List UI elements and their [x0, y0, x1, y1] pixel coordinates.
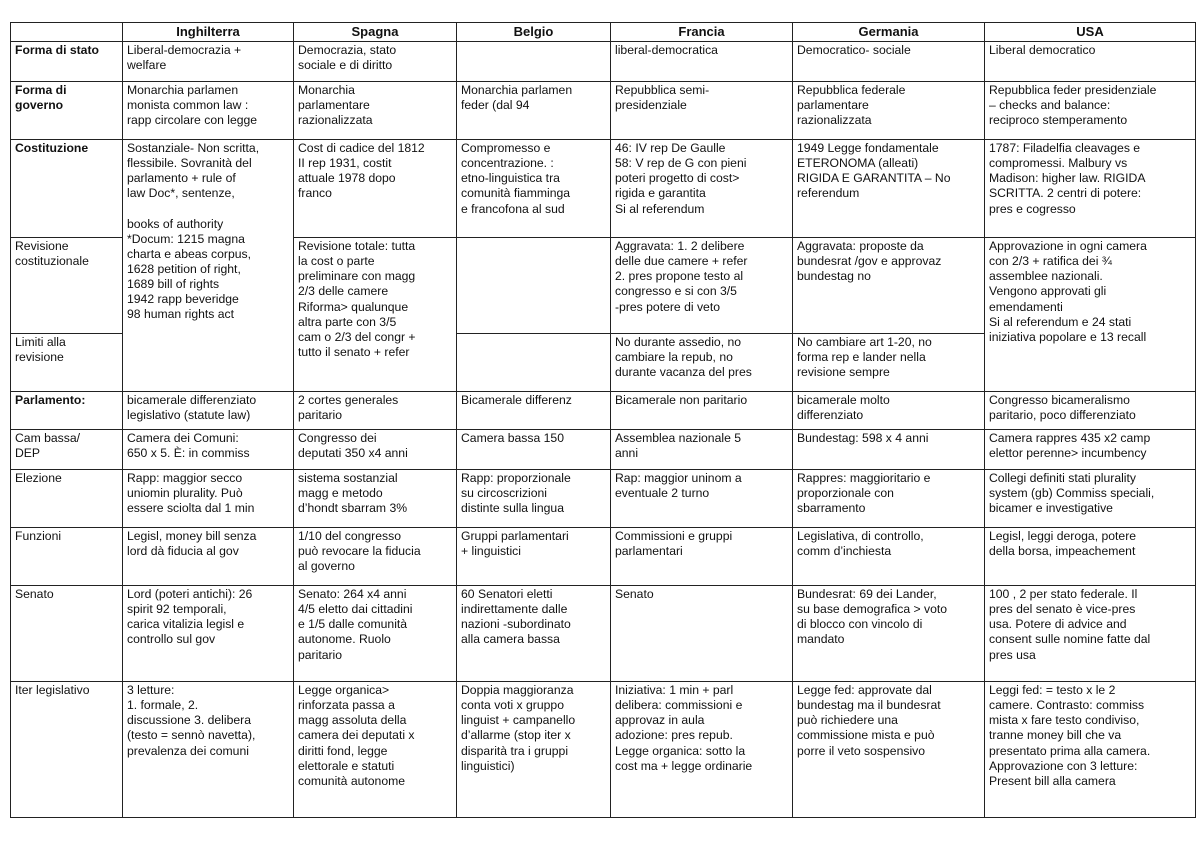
row-elezione: [11, 470, 1196, 528]
cell-francia: Repubblica semi- presidenziale: [611, 82, 793, 140]
cell-belgio: Compromesso e concentrazione. : etno-linguistica tra comunità fiamminga e francofona al sud: [457, 140, 611, 238]
cell-inghilterra: Camera dei Comuni: 650 x 5. È: in commiss: [123, 430, 294, 470]
cell-belgio: 60 Senatori eletti indirettamente dalle nazioni -subordinato alla camera bassa: [457, 586, 611, 682]
cell-francia: 46: IV rep De Gaulle 58: V rep de G con pieni poteri progetto di cost> rigida e garantita Si al referendum: [611, 140, 793, 238]
cell-belgio: [457, 238, 611, 334]
cell-germania: Bundesrat: 69 dei Lander, su base demografica > voto di blocco con vincolo di mandato: [793, 586, 985, 682]
cell-spagna: 2 cortes generales paritario: [294, 392, 457, 430]
cell-spagna: Legge organica> rinforzata passa a magg assoluta della camera dei deputati x diritti fond, legge elettorale e statuti comunità autonome: [294, 682, 457, 818]
row-label: Limiti alla revisione: [11, 334, 123, 392]
header-usa: USA: [985, 23, 1196, 42]
cell-usa: 1787: Filadelfia cleavages e compromessi. Malbury vs Madison: higher law. RIGIDA SCRITTA. 2 centri di potere: pres e cogresso: [985, 140, 1196, 238]
row-label: Iter legislativo: [11, 682, 123, 818]
header-spagna: Spagna: [294, 23, 457, 42]
cell-germania: Repubblica federale parlamentare razionalizzata: [793, 82, 985, 140]
cell-spagna: Congresso dei deputati 350 x4 anni: [294, 430, 457, 470]
cell-belgio: Doppia maggioranza conta voti x gruppo linguist + campanello d’allarme (stop iter x disparità tra i gruppi linguistici): [457, 682, 611, 818]
row-parlamento: [11, 392, 1196, 430]
cell-francia: Senato: [611, 586, 793, 682]
row-label: Revisione costituzionale: [11, 238, 123, 334]
cell-germania: Legislativa, di controllo, comm d’inchiesta: [793, 528, 985, 586]
cell-spagna: Cost di cadice del 1812 II rep 1931, costit attuale 1978 dopo franco: [294, 140, 457, 238]
cell-belgio: Bicamerale differenz: [457, 392, 611, 430]
cell-usa: Legisl, leggi deroga, potere della borsa, impeachement: [985, 528, 1196, 586]
cell-inghilterra: Sostanziale- Non scritta, flessibile. Sovranità del parlamento + rule of law Doc*, sentenze, books of authority *Docum: 1215 magna charta e abeas corpus, 1628 petition of right, 1689 bill of rights 1942 rapp beveridge 98 human rights act: [123, 140, 294, 392]
header-row: [11, 23, 1196, 42]
row-label: Funzioni: [11, 528, 123, 586]
row-cam-bassa: [11, 430, 1196, 470]
cell-belgio: Rapp: proporzionale su circoscrizioni distinte sulla lingua: [457, 470, 611, 528]
row-label: Forma di stato: [11, 42, 123, 82]
header-belgio: Belgio: [457, 23, 611, 42]
cell-francia: liberal-democratica: [611, 42, 793, 82]
cell-francia: Aggravata: 1. 2 delibere delle due camere + refer 2. pres propone testo al congresso e si con 3/5 -pres potere di veto: [611, 238, 793, 334]
cell-germania: Aggravata: proposte da bundesrat /gov e approvaz bundestag no: [793, 238, 985, 334]
comparison-table: [10, 22, 1196, 818]
cell-germania: Democratico- sociale: [793, 42, 985, 82]
row-label: Costituzione: [11, 140, 123, 238]
cell-usa: Collegi definiti stati plurality system (gb) Commiss speciali, bicamer e investigative: [985, 470, 1196, 528]
header-inghilterra: Inghilterra: [123, 23, 294, 42]
cell-inghilterra: Liberal-democrazia + welfare: [123, 42, 294, 82]
header-germania: Germania: [793, 23, 985, 42]
cell-francia: No durante assedio, no cambiare la repub, no durante vacanza del pres: [611, 334, 793, 392]
cell-germania: No cambiare art 1-20, no forma rep e lander nella revisione sempre: [793, 334, 985, 392]
cell-usa: Approvazione in ogni camera con 2/3 + ratifica dei ¾ assemblee nazionali. Vengono approvati gli emendamenti Si al referendum e 24 stati iniziativa popolare e 13 recall: [985, 238, 1196, 392]
cell-spagna: 1/10 del congresso può revocare la fiducia al governo: [294, 528, 457, 586]
cell-francia: Commissioni e gruppi parlamentari: [611, 528, 793, 586]
header-francia: Francia: [611, 23, 793, 42]
row-iter: [11, 682, 1196, 818]
cell-germania: Legge fed: approvate dal bundestag ma il bundesrat può richiedere una commissione mista e può porre il veto sospensivo: [793, 682, 985, 818]
cell-spagna: sistema sostanzial magg e metodo d’hondt sbarram 3%: [294, 470, 457, 528]
cell-inghilterra: Legisl, money bill senza lord dà fiducia al gov: [123, 528, 294, 586]
cell-belgio: Camera bassa 150: [457, 430, 611, 470]
row-forma-stato: [11, 42, 1196, 82]
row-label: Forma di governo: [11, 82, 123, 140]
cell-francia: Iniziativa: 1 min + parl delibera: commissioni e approvaz in aula adozione: pres repub. Legge organica: sotto la cost ma + legge ordinarie: [611, 682, 793, 818]
cell-usa: Repubblica feder presidenziale – checks and balance: reciproco stemperamento: [985, 82, 1196, 140]
cell-francia: Rap: maggior uninom a eventuale 2 turno: [611, 470, 793, 528]
cell-germania: Bundestag: 598 x 4 anni: [793, 430, 985, 470]
row-senato: [11, 586, 1196, 682]
cell-belgio: Monarchia parlamen feder (dal 94: [457, 82, 611, 140]
cell-usa: 100 , 2 per stato federale. Il pres del senato è vice-pres usa. Potere di advice and consent sulle nomine fatte dal pres usa: [985, 586, 1196, 682]
cell-germania: bicamerale molto differenziato: [793, 392, 985, 430]
row-funzioni: [11, 528, 1196, 586]
cell-usa: Liberal democratico: [985, 42, 1196, 82]
cell-spagna: Democrazia, stato sociale e di diritto: [294, 42, 457, 82]
row-costituzione: [11, 140, 1196, 238]
row-label: Cam bassa/ DEP: [11, 430, 123, 470]
corner-cell: [11, 23, 123, 42]
cell-belgio: [457, 334, 611, 392]
cell-spagna: Revisione totale: tutta la cost o parte preliminare con magg 2/3 delle camere Riforma> qualunque altra parte con 3/5 cam o 2/3 del congr + tutto il senato + refer: [294, 238, 457, 392]
cell-usa: Congresso bicameralismo paritario, poco differenziato: [985, 392, 1196, 430]
cell-germania: Rappres: maggioritario e proporzionale con sbarramento: [793, 470, 985, 528]
cell-francia: Bicamerale non paritario: [611, 392, 793, 430]
cell-francia: Assemblea nazionale 5 anni: [611, 430, 793, 470]
cell-inghilterra: 3 letture: 1. formale, 2. discussione 3. delibera (testo = sennò navetta), prevalenza dei comuni: [123, 682, 294, 818]
row-label: Parlamento:: [11, 392, 123, 430]
row-label: Senato: [11, 586, 123, 682]
cell-inghilterra: Lord (poteri antichi): 26 spirit 92 temporali, carica vitalizia legisl e controllo sul gov: [123, 586, 294, 682]
cell-germania: 1949 Legge fondamentale ETERONOMA (alleati) RIGIDA E GARANTITA – No referendum: [793, 140, 985, 238]
cell-belgio: [457, 42, 611, 82]
cell-usa: Leggi fed: = testo x le 2 camere. Contrasto: commiss mista x fare testo condiviso, tranne money bill che va presentato prima alla camera. Approvazione con 3 letture: Present bill alla camera: [985, 682, 1196, 818]
cell-spagna: Senato: 264 x4 anni 4/5 eletto dai cittadini e 1/5 dalle comunità autonome. Ruolo paritario: [294, 586, 457, 682]
cell-inghilterra: Rapp: maggior secco uniomin plurality. Può essere sciolta dal 1 min: [123, 470, 294, 528]
row-forma-governo: [11, 82, 1196, 140]
cell-spagna: Monarchia parlamentare razionalizzata: [294, 82, 457, 140]
row-label: Elezione: [11, 470, 123, 528]
cell-usa: Camera rappres 435 x2 camp elettor perenne> incumbency: [985, 430, 1196, 470]
cell-inghilterra: Monarchia parlamen monista common law : rapp circolare con legge: [123, 82, 294, 140]
cell-inghilterra: bicamerale differenziato legislativo (statute law): [123, 392, 294, 430]
cell-belgio: Gruppi parlamentari + linguistici: [457, 528, 611, 586]
